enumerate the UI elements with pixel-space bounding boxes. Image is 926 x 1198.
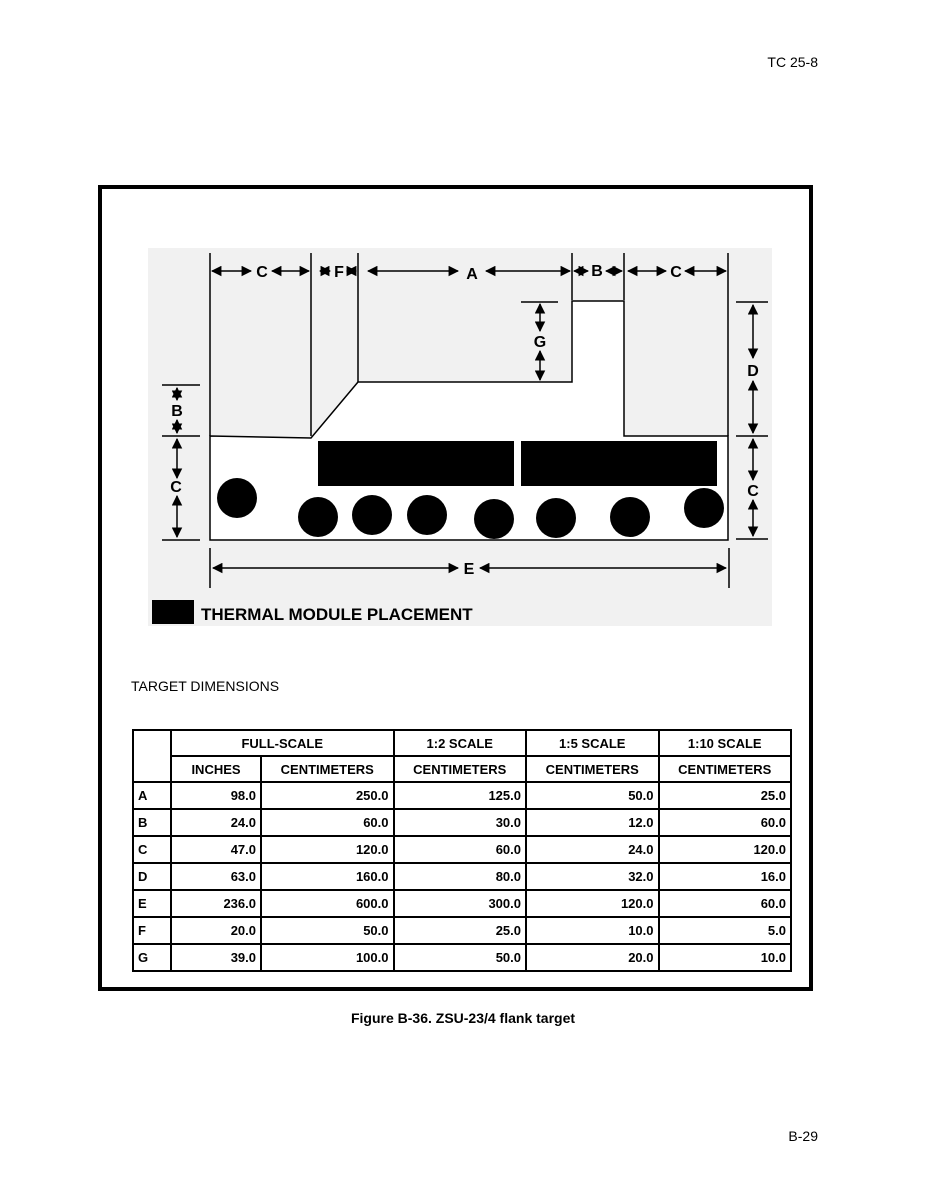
cell: 24.0 — [171, 809, 261, 836]
cell: 236.0 — [171, 890, 261, 917]
cell: 63.0 — [171, 863, 261, 890]
cell: 30.0 — [394, 809, 527, 836]
label-f: F — [334, 264, 344, 281]
row-label: C — [133, 836, 171, 863]
group-header-tenth-scale: 1:10 SCALE — [659, 730, 792, 756]
figure-caption: Figure B-36. ZSU-23/4 flank target — [350, 1010, 576, 1026]
cell: 50.0 — [526, 782, 659, 809]
group-header-fifth-scale: 1:5 SCALE — [526, 730, 659, 756]
label-c-top-right: C — [670, 264, 682, 281]
label-c-right: C — [747, 483, 759, 500]
cell: 32.0 — [526, 863, 659, 890]
cell: 120.0 — [659, 836, 792, 863]
table-row — [133, 863, 791, 890]
sub-header-cm-fifth: CENTIMETERS — [526, 756, 659, 782]
row-label: G — [133, 944, 171, 971]
cell: 250.0 — [261, 782, 394, 809]
label-b-top: B — [591, 263, 603, 280]
cell: 60.0 — [659, 890, 792, 917]
table-corner-cell — [133, 730, 171, 782]
cell: 16.0 — [659, 863, 792, 890]
label-c-top-left: C — [256, 264, 268, 281]
table-body — [133, 782, 791, 971]
target-silhouette — [210, 301, 728, 540]
cell: 10.0 — [659, 944, 792, 971]
cell: 120.0 — [261, 836, 394, 863]
row-label: E — [133, 890, 171, 917]
cell: 20.0 — [171, 917, 261, 944]
label-b-left: B — [171, 403, 183, 420]
page-number: B-29 — [788, 1128, 818, 1144]
cell: 50.0 — [261, 917, 394, 944]
table-row — [133, 890, 791, 917]
cell: 25.0 — [659, 782, 792, 809]
sub-header-cm-tenth: CENTIMETERS — [659, 756, 792, 782]
cell: 160.0 — [261, 863, 394, 890]
label-g: G — [533, 334, 547, 351]
dimensions-table — [132, 729, 792, 972]
legend-label: THERMAL MODULE PLACEMENT — [201, 605, 473, 624]
cell: 100.0 — [261, 944, 394, 971]
table-row — [133, 809, 791, 836]
cell: 300.0 — [394, 890, 527, 917]
group-header-half-scale: 1:2 SCALE — [394, 730, 527, 756]
cell: 12.0 — [526, 809, 659, 836]
cell: 60.0 — [394, 836, 527, 863]
table-row — [133, 782, 791, 809]
thermal-module-right — [521, 441, 717, 486]
target-diagram — [148, 248, 772, 626]
cell: 5.0 — [659, 917, 792, 944]
cell: 25.0 — [394, 917, 527, 944]
row-label: B — [133, 809, 171, 836]
document-code: TC 25-8 — [767, 54, 818, 70]
table-row — [133, 836, 791, 863]
cell: 39.0 — [171, 944, 261, 971]
table-sub-header-row — [133, 756, 791, 782]
sub-header-cm-half: CENTIMETERS — [394, 756, 527, 782]
row-label: F — [133, 917, 171, 944]
thermal-module-left — [318, 441, 514, 486]
cell: 125.0 — [394, 782, 527, 809]
table-group-header-row — [133, 730, 791, 756]
label-e: E — [463, 561, 475, 578]
cell: 24.0 — [526, 836, 659, 863]
table-row — [133, 944, 791, 971]
label-a: A — [466, 266, 478, 283]
cell: 50.0 — [394, 944, 527, 971]
cell: 98.0 — [171, 782, 261, 809]
dimensions-title: TARGET DIMENSIONS — [131, 678, 280, 694]
cell: 80.0 — [394, 863, 527, 890]
sub-header-inches: INCHES — [171, 756, 261, 782]
row-label: D — [133, 863, 171, 890]
cell: 20.0 — [526, 944, 659, 971]
table-row — [133, 917, 791, 944]
sub-header-cm-full: CENTIMETERS — [261, 756, 394, 782]
cell: 47.0 — [171, 836, 261, 863]
row-label: A — [133, 782, 171, 809]
cell: 120.0 — [526, 890, 659, 917]
cell: 60.0 — [659, 809, 792, 836]
legend-swatch — [152, 600, 194, 624]
label-d: D — [747, 363, 759, 380]
cell: 60.0 — [261, 809, 394, 836]
cell: 10.0 — [526, 917, 659, 944]
cell: 600.0 — [261, 890, 394, 917]
label-c-left: C — [170, 479, 182, 496]
group-header-full-scale: FULL-SCALE — [171, 730, 394, 756]
